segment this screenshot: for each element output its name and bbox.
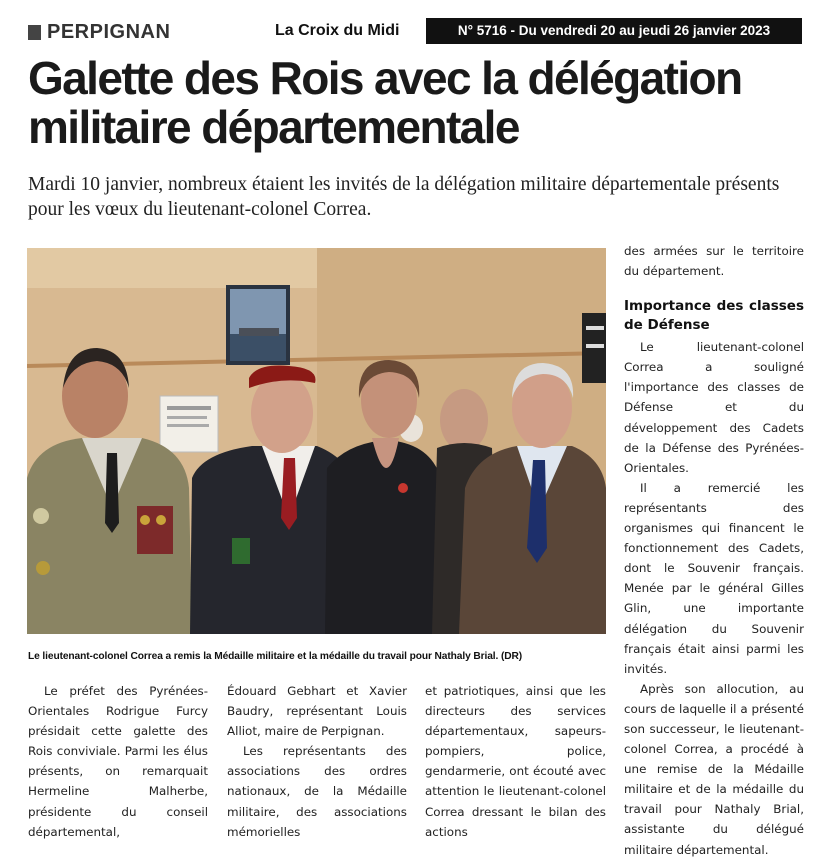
article-column-2 xyxy=(227,681,407,842)
headline-line-2: militaire départementale xyxy=(28,101,519,153)
page-header xyxy=(28,18,801,46)
headline xyxy=(28,54,808,152)
paragraph: Le lieutenant-colonel Correa a souligné l'importance des classes de Défense et du développement des Cadets de la Défense des Pyrénées-Orientales. xyxy=(624,340,804,475)
article-column-3 xyxy=(425,681,606,842)
subheading: Importance des classes de Défense xyxy=(624,298,804,334)
paragraph: Les représentants des associations des ordres nationaux, de la Médaille militaire, des associations mémorielles xyxy=(227,744,407,839)
group-photo-illustration xyxy=(27,248,606,634)
lede: Mardi 10 janvier, nombreux étaient les invités de la délégation militaire départementale présents pour les vœux du lieutenant-colonel Correa. xyxy=(28,174,780,220)
photo-caption: Le lieutenant-colonel Correa a remis la Médaille militaire et la médaille du travail pour Nathaly Brial. (DR) xyxy=(28,651,523,662)
paragraph: Le préfet des Pyrénées-Orientales Rodrigue Furcy présidait cette galette des Rois conviviale. Parmi les élus présents, on remarquait Hermeline Malherbe, présidente du conseil départemental, xyxy=(28,684,208,839)
issue-banner: N° 5716 - Du vendredi 20 au jeudi 26 janvier 2023 xyxy=(426,18,802,44)
paragraph: et patriotiques, ainsi que les directeurs des services départementaux, sapeurs-pompiers, police, gendarmerie, ont écouté avec attention le lieutenant-colonel Correa dressant le bilan des actions xyxy=(425,684,606,839)
framed-ship-picture xyxy=(226,285,290,365)
paragraph: des armées sur le territoire du département. xyxy=(624,244,804,279)
paragraph: Il a remercié les représentants des organismes qui financent le fonctionnement des Cadets, dont le Souvenir français. Menée par le général Gilles Glin, une importante délégation du Souvenir français était ainsi parmi les invités. xyxy=(624,480,804,676)
article-column-4 xyxy=(624,241,804,860)
article-photo xyxy=(27,248,606,634)
section-marker-icon xyxy=(28,25,41,40)
article-column-1 xyxy=(28,681,208,842)
newspaper-name: La Croix du Midi xyxy=(275,22,400,39)
paragraph: Après son allocution, au cours de laquelle il a présenté son successeur, le lieutenant-colonel Correa, a procédé à une remise de la Médaille militaire et de la médaille du travail pour Nathaly Brial, assistante du délégué militaire départemental. xyxy=(624,681,804,857)
paragraph: Édouard Gebhart et Xavier Baudry, représentant Louis Alliot, maire de Perpignan. xyxy=(227,684,407,739)
section-tag xyxy=(28,21,170,44)
headline-line-1: Galette des Rois avec la délégation xyxy=(28,52,742,104)
section-label: PERPIGNAN xyxy=(47,21,171,43)
